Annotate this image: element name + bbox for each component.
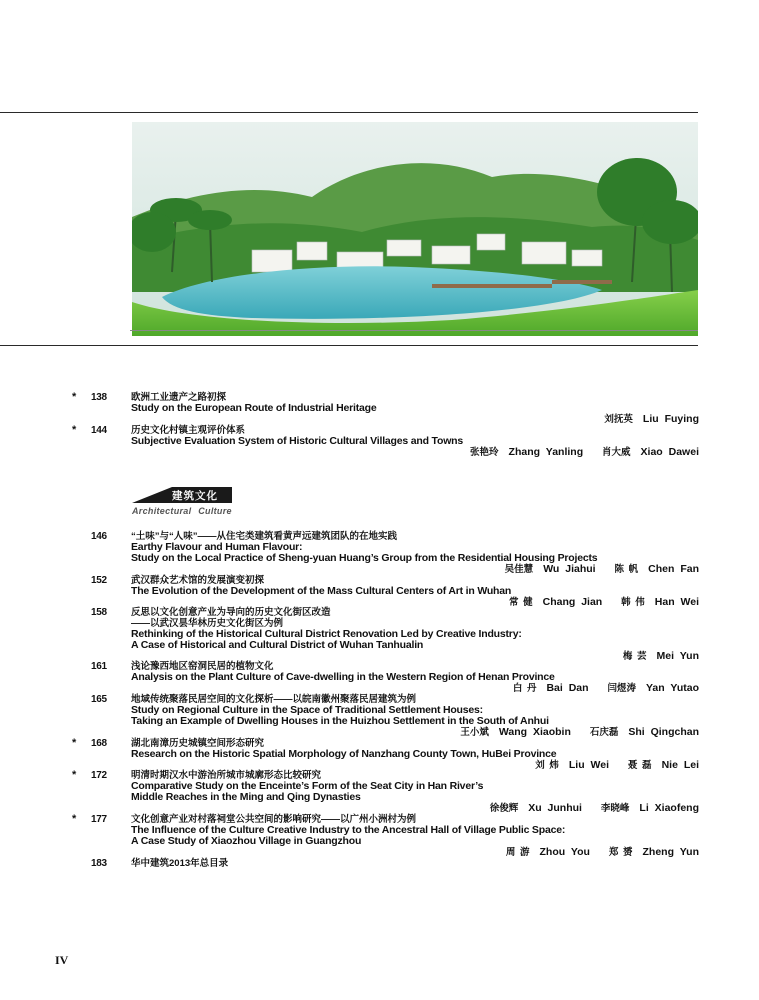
title-zh: 浅论豫西地区窑洞民居的植物文化 <box>131 661 274 672</box>
title-en: A Case of Historical and Cultural District of Wuhan Tanhualin <box>131 639 424 651</box>
page-ref: 144 <box>91 425 107 436</box>
author-en: Shi Qingchan <box>628 726 699 738</box>
title-zh: 文化创意产业对村落祠堂公共空间的影响研究——以广州小洲村为例 <box>131 814 417 825</box>
page-ref: 183 <box>91 858 107 869</box>
author-en: Liu Fuying <box>642 413 699 425</box>
title-en: Middle Reaches in the Ming and Qing Dynasties <box>131 791 361 803</box>
page-ref: 172 <box>91 770 107 781</box>
star-marker: * <box>72 813 77 825</box>
title-en: Analysis on the Plant Culture of Cave-dwelling in the Western Region of Henan Province <box>131 671 555 683</box>
page-ref: 161 <box>91 661 107 672</box>
author-en: Liu Wei <box>568 759 609 771</box>
page-ref: 158 <box>91 607 107 618</box>
title-en: A Case Study of Xiaozhou Village in Guangzhou <box>131 835 362 847</box>
title-zh: 反思以文化创意产业为导向的历史文化街区改造 <box>131 607 331 618</box>
title-zh: “土味”与“人味”——从住宅类建筑看黄声远建筑团队的在地实践 <box>131 531 398 542</box>
author-zh: 徐俊辉 <box>489 803 519 814</box>
title-en: Earthy Flavour and Human Flavour: <box>131 541 303 553</box>
authors <box>609 651 699 662</box>
author-en: Zhang Yanling <box>508 446 584 458</box>
section-subtitle: Architectural Culture <box>132 506 232 516</box>
top-rule <box>0 112 698 113</box>
author-zh: 吴佳慧 <box>504 564 534 575</box>
title-zh: 明清时期汉水中游治所城市城廓形态比较研究 <box>131 770 322 781</box>
title-zh: 湖北南漳历史城镇空间形态研究 <box>131 738 265 749</box>
author-en: Bai Dan <box>546 682 589 694</box>
author-en: Xiao Dawei <box>640 446 699 458</box>
title-zh: 历史文化村镇主观评价体系 <box>131 425 246 436</box>
author-en: Yan Yutao <box>646 682 699 694</box>
author-zh: 刘 炜 <box>535 760 559 771</box>
author-en: Han Wei <box>654 596 699 608</box>
star-marker: * <box>72 769 77 781</box>
page-ref: 168 <box>91 738 107 749</box>
title-en: Study on Regional Culture in the Space of Traditional Settlement Houses: <box>131 704 483 716</box>
author-zh: 周 游 <box>505 847 530 858</box>
author-en: Li Xiaofeng <box>639 802 699 814</box>
author-zh: 陈 帆 <box>614 564 639 575</box>
authors <box>495 597 699 608</box>
page-ref: 165 <box>91 694 107 705</box>
bottom-rule <box>0 345 698 346</box>
title-zh: 华中建筑2013年总目录 <box>131 858 229 869</box>
page-ref: 152 <box>91 575 107 586</box>
authors <box>499 683 699 694</box>
landscape-illustration <box>132 122 698 336</box>
title-zh: 武汉群众艺术馆的发展演变初探 <box>131 575 265 586</box>
star-marker: * <box>72 737 77 749</box>
authors <box>446 727 699 738</box>
title-zh: 欧洲工业遗产之路初探 <box>131 392 227 403</box>
author-zh: 肖大威 <box>602 447 631 458</box>
author-zh: 白 丹 <box>512 683 537 694</box>
author-zh: 梅 芸 <box>622 651 647 662</box>
title-en: Subjective Evaluation System of Historic Cultural Villages and Towns <box>131 435 464 447</box>
authors <box>590 414 699 425</box>
star-marker: * <box>72 424 77 436</box>
authors <box>521 760 699 771</box>
section-title: 建筑文化 <box>172 490 218 502</box>
author-zh: 李晓峰 <box>600 803 630 814</box>
page-ref: 177 <box>91 814 107 825</box>
authors <box>456 447 699 458</box>
title-en: Study on the Local Practice of Sheng-yuan Huang’s Group from the Residential Housing Projects <box>131 552 598 564</box>
star-marker: * <box>72 391 77 403</box>
author-en: Chen Fan <box>648 563 699 575</box>
author-zh: 石庆磊 <box>589 727 619 738</box>
author-zh: 闫煜涛 <box>607 683 636 694</box>
title-en: The Influence of the Culture Creative Industry to the Ancestral Hall of Village Public Space: <box>131 824 566 836</box>
title-zh: 地域传统聚落民居空间的文化探析——以皖南徽州聚落民居建筑为例 <box>131 694 417 705</box>
hero-image <box>132 122 698 336</box>
author-en: Xu Junhui <box>528 802 582 814</box>
author-en: Mei Yun <box>656 650 699 662</box>
author-en: Zhou You <box>539 846 590 858</box>
author-zh: 常 健 <box>508 597 533 608</box>
author-en: Zheng Yun <box>642 846 699 858</box>
author-zh: 聂 磊 <box>627 760 652 771</box>
title-en: Rethinking of the Historical Cultural District Renovation Led by Creative Industry: <box>131 628 522 640</box>
author-en: Chang Jian <box>542 596 603 608</box>
page-ref: 138 <box>91 392 107 403</box>
author-en: Wu Jiahui <box>543 563 596 575</box>
title-en: Taking an Example of Dwelling Houses in the Huizhou Settlement in the South of Anhui <box>131 715 549 727</box>
page-number: IV <box>55 953 69 967</box>
authors <box>492 847 699 858</box>
title-en: The Evolution of the Development of the Mass Cultural Centers of Art in Wuhan <box>131 585 512 597</box>
author-zh: 张艳玲 <box>470 447 499 458</box>
author-zh: 王小斌 <box>460 727 489 738</box>
title-en: Research on the Historic Spatial Morphology of Nanzhang County Town, HuBei Province <box>131 748 557 760</box>
author-en: Nie Lei <box>661 759 699 771</box>
image-caption-rule <box>130 330 698 331</box>
title-en: Study on the European Route of Industrial Heritage <box>131 402 377 414</box>
page-ref: 146 <box>91 531 107 542</box>
author-zh: 刘抚英 <box>604 414 633 425</box>
title-en: Comparative Study on the Enceinte’s Form of the Seat City in Han River’s <box>131 780 484 792</box>
title-zh: ——以武汉昙华林历史文化街区为例 <box>131 618 284 629</box>
authors <box>476 803 699 814</box>
author-zh: 郑 赟 <box>608 847 633 858</box>
author-en: Wang Xiaobin <box>498 726 571 738</box>
authors <box>491 564 699 575</box>
author-zh: 韩 伟 <box>621 597 645 608</box>
